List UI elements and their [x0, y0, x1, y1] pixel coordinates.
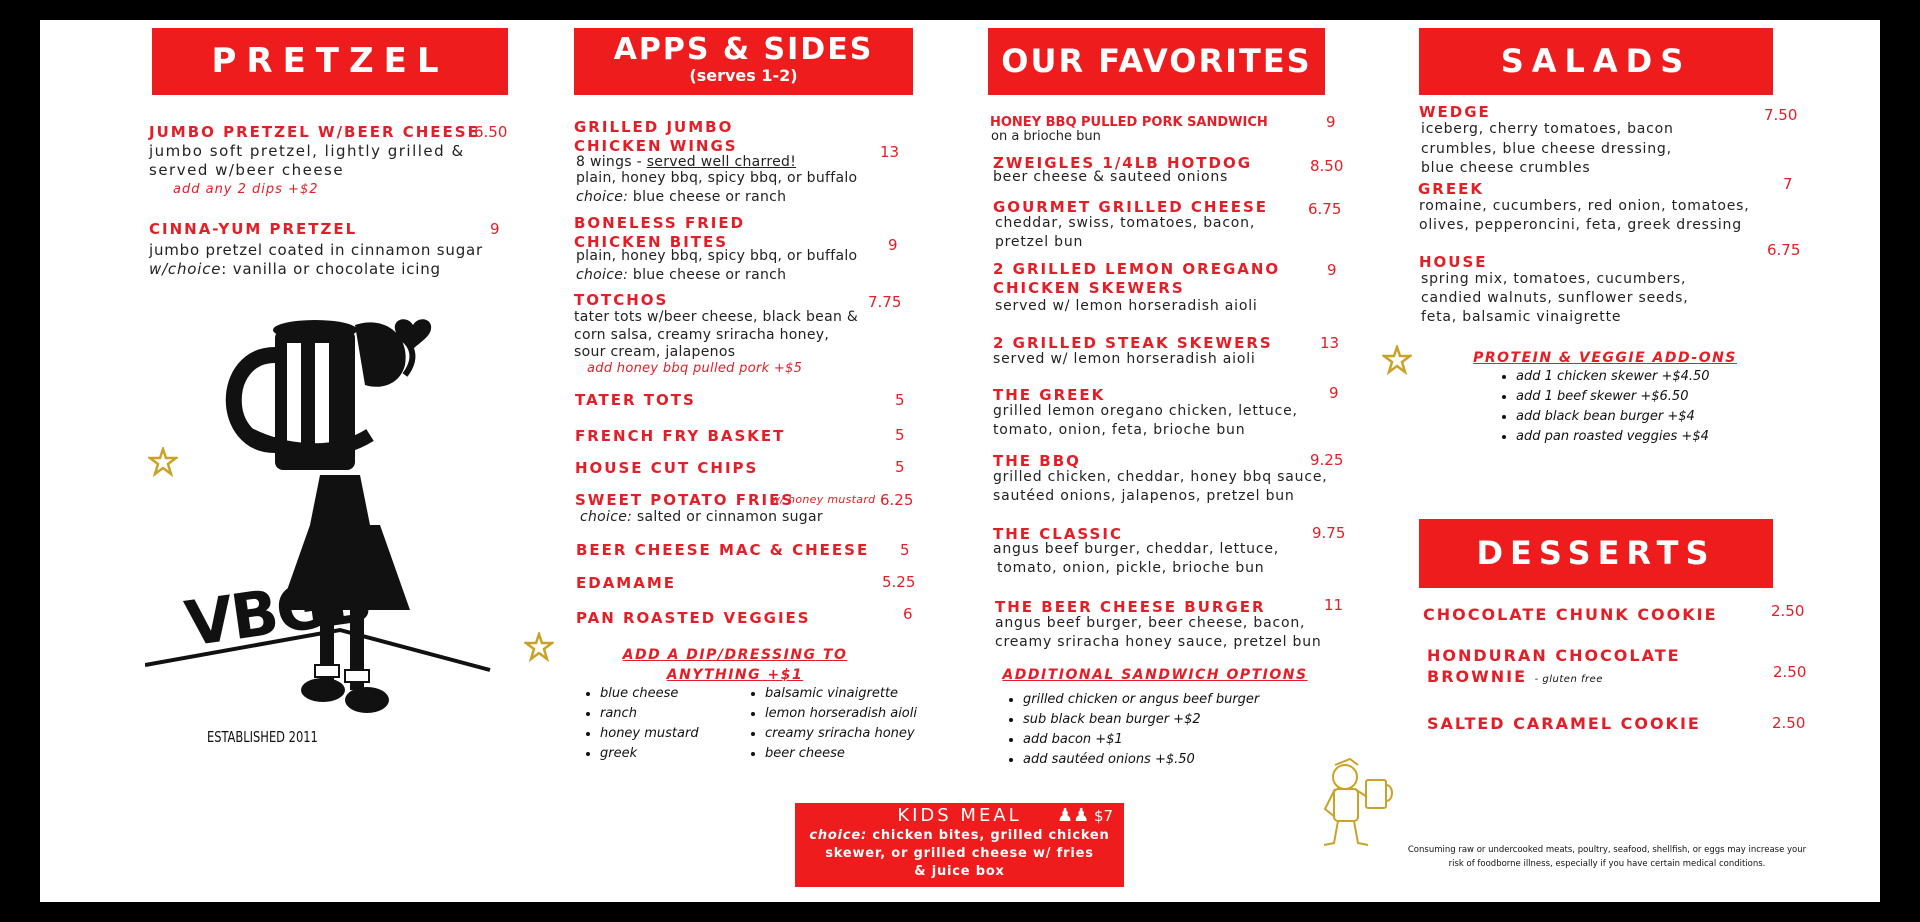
chips-name: HOUSE CUT CHIPS	[575, 459, 759, 477]
lemon-skewers-desc: served w/ lemon horseradish aioli	[995, 298, 1258, 314]
addon-option: • add 1 chicken skewer +$4.50	[1516, 367, 1710, 387]
greek-sandwich-name: THE GREEK	[993, 386, 1106, 404]
house-salad-name: HOUSE	[1419, 253, 1488, 271]
grilled-cheese-name: GOURMET GRILLED CHEESE	[993, 198, 1269, 216]
mascot-icon	[1310, 755, 1400, 850]
disclaimer-line-1: Consuming raw or undercooked meats, poultry, seafood, shellfish, or eggs may increase your	[1407, 845, 1807, 855]
sandwich-option: • grilled chicken or angus beef burger	[1023, 690, 1259, 710]
dips-right-list	[743, 684, 917, 764]
kids-meal-price: $7	[1094, 807, 1114, 825]
brownie-name-1: HONDURAN CHOCOLATE	[1427, 646, 1681, 665]
sandwich-option: • add bacon +$1	[1023, 730, 1259, 750]
kids-meal-title: KIDS MEAL	[897, 805, 1022, 826]
dips-left-list	[578, 684, 699, 764]
veggies-price: 6	[903, 605, 913, 623]
greek-salad-desc-2: olives, pepperoncini, feta, greek dressing	[1419, 217, 1742, 233]
sandwich-option: • sub black bean burger +$2	[1023, 710, 1259, 730]
mac-cheese-name: BEER CHEESE MAC & CHEESE	[576, 541, 870, 559]
house-salad-desc-2: candied walnuts, sunflower seeds,	[1421, 290, 1689, 306]
bbq-sandwich-name: THE BBQ	[993, 452, 1081, 470]
wedge-price: 7.50	[1764, 106, 1798, 124]
hotdog-desc: beer cheese & sauteed onions	[993, 169, 1229, 185]
kids-meal-line-1	[795, 827, 1124, 845]
mascot-logo	[1310, 755, 1400, 850]
house-salad-desc-1: spring mix, tomatoes, cucumbers,	[1421, 271, 1687, 287]
addons-heading: PROTEIN & VEGGIE ADD-ONS	[1473, 350, 1737, 366]
fry-basket-price: 5	[895, 426, 905, 444]
addon-option: • add pan roasted veggies +$4	[1516, 427, 1710, 447]
house-salad-desc-3: feta, balsamic vinaigrette	[1421, 309, 1622, 325]
chocolate-cookie-name: CHOCOLATE CHUNK COOKIE	[1423, 605, 1718, 624]
totchos-price: 7.75	[868, 293, 902, 311]
wedge-name: WEDGE	[1419, 103, 1491, 121]
bites-choice-rest: blue cheese or ranch	[628, 267, 787, 283]
hotdog-name: ZWEIGLES 1/4LB HOTDOG	[993, 154, 1253, 172]
cinna-yum-desc-2	[149, 260, 441, 279]
girl-with-beer-mug-illustration	[145, 285, 495, 755]
classic-burger-price: 9.75	[1312, 524, 1346, 542]
kids-meal-box	[795, 803, 1124, 887]
totchos-line-3: sour cream, jalapenos	[574, 344, 736, 360]
greek-salad-name: GREEK	[1418, 180, 1484, 198]
vbgb-logo	[145, 285, 495, 755]
favorites-banner	[988, 28, 1325, 95]
beer-cheese-burger-desc-1: angus beef burger, beer cheese, bacon,	[995, 615, 1306, 631]
chips-price: 5	[895, 458, 905, 476]
dip-option: • greek	[600, 744, 699, 764]
sweet-potato-choice	[580, 508, 823, 527]
sweet-potato-choice-label: choice:	[580, 509, 633, 525]
brownie-name-2	[1427, 667, 1603, 686]
sandwich-options-list	[1001, 690, 1259, 770]
cinna-yum-desc-1: jumbo pretzel coated in cinnamon sugar	[149, 241, 484, 259]
dip-heading-1: ADD A DIP/DRESSING TO	[622, 647, 848, 663]
lemon-skewers-name-2: CHICKEN SKEWERS	[993, 279, 1185, 297]
desserts-banner-title: DESSERTS	[1476, 534, 1716, 572]
apps-banner-title: APPS & SIDES	[613, 32, 874, 67]
addons-list	[1494, 367, 1710, 447]
dip-option: • honey mustard	[600, 724, 699, 744]
dip-option: • creamy sriracha honey	[765, 724, 917, 744]
pork-name: HONEY BBQ PULLED PORK SANDWICH	[990, 115, 1268, 130]
totchos-name: TOTCHOS	[574, 291, 669, 309]
wings-name-2: CHICKEN WINGS	[574, 137, 738, 155]
salads-banner	[1419, 28, 1773, 95]
sweet-potato-name: SWEET POTATO FRIES	[575, 491, 795, 509]
star-icon	[524, 632, 554, 666]
sweet-potato-choice-rest: salted or cinnamon sugar	[632, 509, 823, 525]
wings-name-1: GRILLED JUMBO	[574, 118, 734, 136]
edamame-name: EDAMAME	[576, 574, 677, 592]
chocolate-cookie-price: 2.50	[1771, 602, 1805, 620]
fry-basket-name: FRENCH FRY BASKET	[575, 427, 786, 445]
wings-line-2: plain, honey bbq, spicy bbq, or buffalo	[576, 170, 858, 186]
cinna-yum-name: CINNA-YUM PRETZEL	[149, 220, 358, 238]
gluten-free-note: - gluten free	[1534, 674, 1603, 685]
bites-name-2: CHICKEN BITES	[574, 233, 729, 251]
star-icon	[148, 447, 178, 481]
mac-cheese-price: 5	[900, 541, 910, 559]
star-icon	[1382, 345, 1412, 379]
cinna-yum-choice-label: w/choice	[149, 260, 222, 278]
greek-sandwich-desc-1: grilled lemon oregano chicken, lettuce,	[993, 403, 1298, 419]
wings-line-3	[576, 188, 786, 207]
wings-charred: served well charred!	[646, 154, 797, 170]
caramel-cookie-price: 2.50	[1772, 714, 1806, 732]
dip-option: • lemon horseradish aioli	[765, 704, 917, 724]
beer-cheese-burger-name: THE BEER CHEESE BURGER	[995, 598, 1266, 616]
totchos-line-1: tater tots w/beer cheese, black bean &	[574, 309, 859, 325]
pork-desc: on a brioche bun	[991, 129, 1101, 144]
classic-burger-name: THE CLASSIC	[993, 525, 1123, 543]
steak-skewers-name: 2 GRILLED STEAK SKEWERS	[993, 334, 1273, 352]
sweet-potato-note: w/ honey mustard	[771, 493, 876, 506]
brownie-name-2-text: BROWNIE	[1427, 667, 1528, 686]
logo-text: VBGB	[180, 562, 375, 661]
lemon-skewers-price: 9	[1327, 261, 1337, 279]
disclaimer-line-2: risk of foodborne illness, especially if you have certain medical conditions.	[1448, 859, 1766, 869]
addon-option: • add black bean burger +$4	[1516, 407, 1710, 427]
wings-choice-rest: blue cheese or ranch	[628, 189, 787, 205]
classic-burger-desc-1: angus beef burger, cheddar, lettuce,	[993, 541, 1279, 557]
kids-choice-label: choice:	[809, 828, 868, 843]
wings-price: 13	[880, 143, 900, 161]
greek-salad-desc-1: romaine, cucumbers, red onion, tomatoes,	[1419, 198, 1750, 214]
addon-option: • add 1 beef skewer +$6.50	[1516, 387, 1710, 407]
desserts-banner	[1419, 519, 1773, 588]
dip-option: • blue cheese	[600, 684, 699, 704]
jumbo-pretzel-price: 6.50	[474, 123, 508, 141]
bites-line-1: plain, honey bbq, spicy bbq, or buffalo	[576, 248, 858, 264]
kids-meal-line-2: skewer, or grilled cheese w/ fries	[825, 846, 1094, 861]
pork-price: 9	[1326, 113, 1336, 131]
totchos-line-2: corn salsa, creamy sriracha honey,	[574, 327, 830, 343]
bites-price: 9	[888, 236, 898, 254]
wedge-desc-2: crumbles, blue cheese dressing,	[1421, 141, 1672, 157]
jumbo-pretzel-desc-2: served w/beer cheese	[149, 161, 345, 179]
established-text: ESTABLISHED 2011	[207, 728, 318, 746]
kids-meal-header	[795, 803, 1124, 827]
wings-choice-label: choice:	[576, 189, 629, 205]
bites-choice-label: choice:	[576, 267, 629, 283]
tater-tots-name: TATER TOTS	[575, 391, 696, 409]
veggies-name: PAN ROASTED VEGGIES	[576, 609, 811, 627]
apps-banner-sub: (serves 1-2)	[689, 66, 798, 85]
jumbo-pretzel-name: JUMBO PRETZEL W/BEER CHEESE	[149, 123, 480, 141]
salads-banner-title: SALADS	[1500, 42, 1692, 80]
house-salad-price: 6.75	[1767, 241, 1801, 259]
dip-heading-2: ANYTHING +$1	[666, 667, 804, 683]
sandwich-option: • add sautéed onions +$.50	[1023, 750, 1259, 770]
beer-cheese-burger-desc-2: creamy sriracha honey sauce, pretzel bun	[995, 634, 1322, 650]
kids-choice-rest: chicken bites, grilled chicken	[867, 828, 1110, 843]
cinna-yum-choice-rest: : vanilla or chocolate icing	[221, 260, 441, 278]
wedge-desc-1: iceberg, cherry tomatoes, bacon	[1421, 121, 1674, 137]
kids-meal-line-3: & juice box	[914, 864, 1005, 879]
apps-banner	[574, 28, 913, 95]
grilled-cheese-desc-1: cheddar, swiss, tomatoes, bacon,	[995, 215, 1256, 231]
favorites-banner-title: OUR FAVORITES	[1001, 42, 1312, 80]
tater-tots-price: 5	[895, 391, 905, 409]
jumbo-pretzel-desc-1: jumbo soft pretzel, lightly grilled &	[149, 142, 465, 160]
pretzel-banner-title: PRETZEL	[211, 41, 449, 81]
dip-option: • ranch	[600, 704, 699, 724]
hotdog-price: 8.50	[1310, 157, 1344, 175]
pretzel-banner	[152, 28, 508, 95]
grilled-cheese-desc-2: pretzel bun	[995, 234, 1084, 250]
jumbo-pretzel-note: add any 2 dips +$2	[173, 182, 319, 197]
steak-skewers-desc: served w/ lemon horseradish aioli	[993, 351, 1256, 367]
totchos-note: add honey bbq pulled pork +$5	[587, 361, 803, 376]
lemon-skewers-name-1: 2 GRILLED LEMON OREGANO	[993, 260, 1281, 278]
greek-sandwich-price: 9	[1329, 384, 1339, 402]
greek-sandwich-desc-2: tomato, onion, feta, brioche bun	[993, 422, 1246, 438]
dip-option: • beer cheese	[765, 744, 917, 764]
kids-icon: ♟♟	[1057, 805, 1090, 826]
bbq-sandwich-desc-2: sautéed onions, jalapenos, pretzel bun	[993, 488, 1295, 504]
sweet-potato-price: 6.25	[880, 491, 914, 509]
dip-option: • balsamic vinaigrette	[765, 684, 917, 704]
caramel-cookie-name: SALTED CARAMEL COOKIE	[1427, 714, 1701, 733]
wedge-desc-3: blue cheese crumbles	[1421, 160, 1591, 176]
sandwich-options-heading: ADDITIONAL SANDWICH OPTIONS	[1002, 667, 1308, 683]
wings-count: 8 wings -	[576, 154, 647, 170]
bbq-sandwich-price: 9.25	[1310, 451, 1344, 469]
brownie-price: 2.50	[1773, 663, 1807, 681]
bites-name-1: BONELESS FRIED	[574, 214, 746, 232]
cinna-yum-price: 9	[490, 220, 500, 238]
steak-skewers-price: 13	[1320, 334, 1340, 352]
grilled-cheese-price: 6.75	[1308, 200, 1342, 218]
beer-cheese-burger-price: 11	[1324, 596, 1344, 614]
bbq-sandwich-desc-1: grilled chicken, cheddar, honey bbq sauce,	[993, 469, 1328, 485]
bites-line-2	[576, 266, 786, 285]
classic-burger-desc-2: tomato, onion, pickle, brioche bun	[997, 560, 1265, 576]
edamame-price: 5.25	[882, 573, 916, 591]
greek-salad-price: 7	[1783, 175, 1793, 193]
